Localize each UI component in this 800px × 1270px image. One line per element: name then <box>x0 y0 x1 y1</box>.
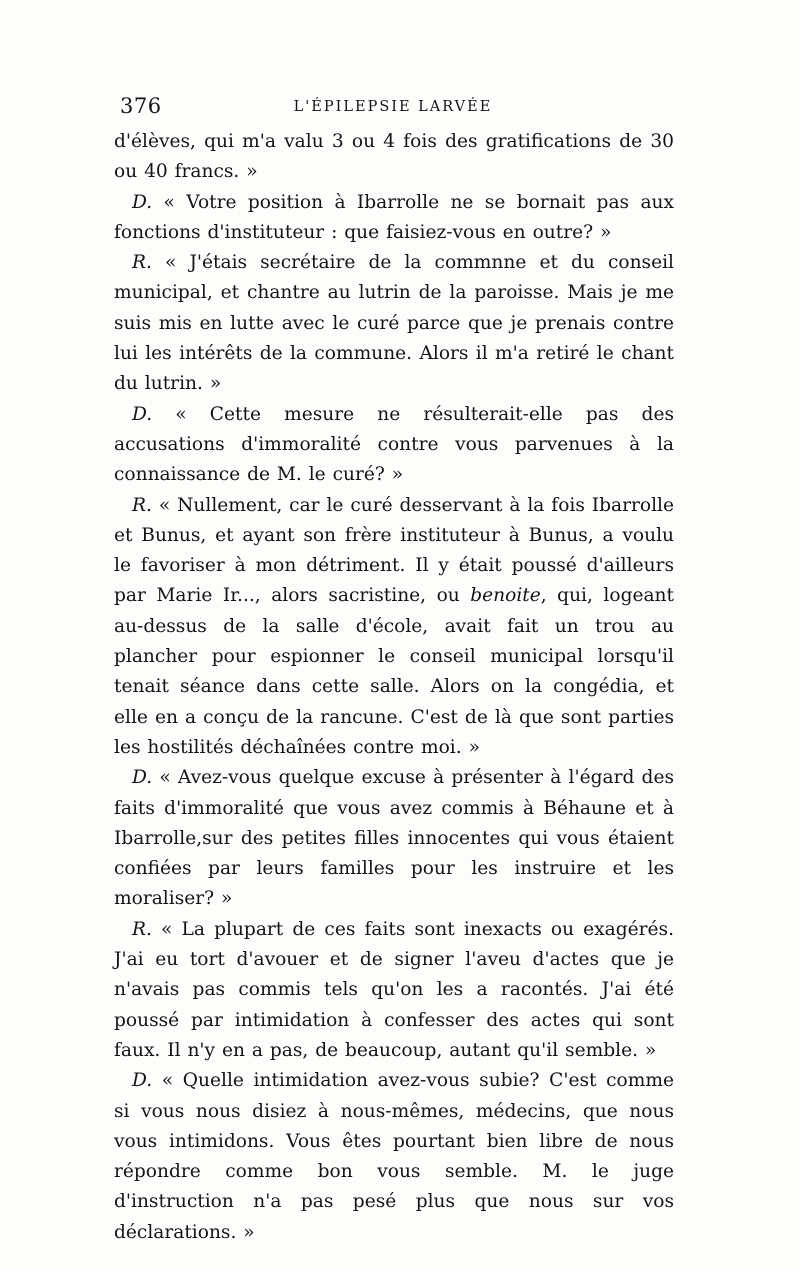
paragraph-2 <box>114 188 674 249</box>
speaker-label: R. <box>132 918 152 940</box>
paragraph-text: « Avez-vous quelque excuse à présenter à l'égard des faits d'immoralité que vous avez commis à Béhaune et à Ibarrolle,sur des petites filles innocentes qui vous étaient confiées par leurs familles pour les instruire et les moraliser? » <box>114 767 674 910</box>
paragraph-text-continued: , qui, logeant au-dessus de la salle d'école, avait fait un trou au plancher pour espionner le conseil municipal lorsqu'il tenait séance dans cette salle. Alors on la congédia, et elle en a conçu de la rancune. C'est de là que sont parties les hostilités déchaînées contre moi. » <box>114 585 675 758</box>
paragraph-text: « J'étais secrétaire de la commnne et du conseil municipal, et chantre au lutrin de la paroisse. Mais je me suis mis en lutte avec le curé parce que je prenais contre lui les intérêts de la commune. Alors il m'a retiré le chant du lutrin. » <box>114 252 674 395</box>
speaker-label: R. <box>132 252 152 274</box>
speaker-label: D. <box>132 1070 153 1092</box>
paragraph-text: « La plupart de ces faits sont inexacts ou exagérés. J'ai eu tort d'avouer et de signer l'aveu d'actes que je n'avais pas commis tels qu'on les a racontés. J'ai été poussé par intimidation à confesser des actes qui sont faux. Il n'y en a pas, de beaucoup, autant qu'il semble. » <box>114 918 674 1061</box>
paragraph-7 <box>114 915 674 1066</box>
paragraph-1 <box>114 127 674 188</box>
paragraph-text: « Quelle intimidation avez-vous subie? C'est comme si vous nous disiez à nous-mêmes, médecins, que nous vous intimidons. Vous êtes pourtant bien libre de nous répondre comme bon vous semble. M. le juge d'instruction n'a pas pesé plus que nous sur vos déclarations. » <box>114 1070 674 1243</box>
page-body <box>114 127 674 1248</box>
paragraph-4 <box>114 400 674 491</box>
paragraph-text: « Nullement, car le curé desservant à la fois Ibarrolle et Bunus, et ayant son frère instituteur à Bunus, a voulu le favoriser à mon détriment. Il y était poussé d'ailleurs par Marie Ir..., alors sacristine, ou <box>114 494 674 607</box>
paragraph-text: « Votre position à Ibarrolle ne se bornait pas aux fonctions d'instituteur : que faisiez-vous en outre? » <box>114 191 674 243</box>
paragraph-text: d'élèves, qui m'a valu 3 ou 4 fois des gratifications de 30 ou 40 francs. » <box>114 131 674 183</box>
page-number: 376 <box>120 94 162 118</box>
speaker-label: D. <box>132 403 153 425</box>
paragraph-3 <box>114 248 674 399</box>
speaker-label: R. <box>132 494 152 516</box>
italic-word: benoite <box>470 585 541 607</box>
paragraph-6 <box>114 763 674 914</box>
paragraph-text: « Cette mesure ne résulterait-elle pas des accusations d'immoralité contre vous parvenues à la connaissance de M. le curé? » <box>114 403 674 486</box>
paragraph-8 <box>114 1066 674 1248</box>
running-title: L'ÉPILEPSIE LARVÉE <box>293 99 493 115</box>
page-header <box>112 94 674 124</box>
speaker-label: D. <box>132 767 153 789</box>
speaker-label: D. <box>132 191 153 213</box>
paragraph-5 <box>114 491 674 764</box>
